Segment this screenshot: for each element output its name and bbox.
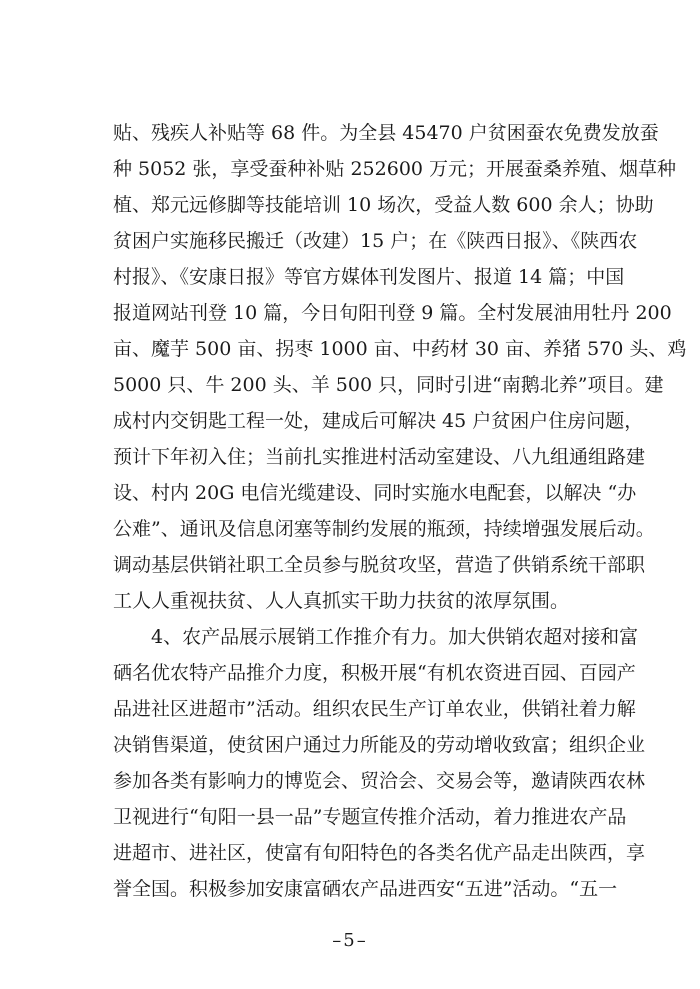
text-line: 公难”、通讯及信息闭塞等制约发展的瓶颈，持续增强发展后动。	[113, 518, 655, 540]
text-line: 誉全国。积极参加安康富硒农产品进西安“五进”活动。“五一	[113, 878, 618, 900]
text-line: 贴、残疾人补贴等 68 件。为全县 45470 户贫困蚕农免费发放蚕	[113, 122, 659, 144]
text-line: 卫视进行“旬阳一县一品”专题宣传推介活动，着力推进农产品	[113, 806, 627, 828]
text-line: 调动基层供销社职工全员参与脱贫攻坚，营造了供销系统干部职	[113, 554, 646, 576]
text-line: 5000 只、牛 200 头、羊 500 只，同时引进“南鹅北养”项目。建	[113, 374, 664, 396]
text-line: 亩、魔芋 500 亩、拐枣 1000 亩、中药材 30 亩、养猪 570 头、鸡	[113, 338, 687, 360]
text-line: 种 5052 张，享受蚕种补贴 252600 万元；开展蚕桑养殖、烟草种	[113, 158, 677, 180]
text-line: 硒名优农特产品推介力度，积极开展“有机农资进百园、百园产	[113, 662, 636, 684]
text-line: 报道网站刊登 10 篇，今日旬阳刊登 9 篇。全村发展油用牡丹 200	[113, 302, 672, 324]
text-line: 植、郑元远修脚等技能培训 10 场次，受益人数 600 余人；协助	[113, 194, 654, 216]
text-line: 决销售渠道，使贫困户通过力所能及的劳动增收致富；组织企业	[113, 734, 646, 756]
text-line: 村报》、《安康日报》等官方媒体刊发图片、报道 14 篇；中国	[113, 266, 625, 288]
text-line: 成村内交钥匙工程一处，建成后可解决 45 户贫困户住房问题，	[113, 410, 644, 432]
text-line: 参加各类有影响力的博览会、贸洽会、交易会等，邀请陕西农林	[113, 770, 646, 792]
page-number: –5–	[332, 930, 368, 951]
section-heading-line: 4、农产品展示展销工作推介有力。加大供销农超对接和富	[113, 626, 639, 648]
text-line: 预计下年初入住；当前扎实推进村活动室建设、八九组通组路建	[113, 446, 646, 468]
text-line: 进超市、进社区，使富有旬阳特色的各类名优产品走出陕西，享	[113, 842, 646, 864]
text-line: 设、村内 20G 电信光缆建设、同时实施水电配套，以解决 “办	[113, 482, 637, 504]
text-line: 工人人重视扶贫、人人真抓实干助力扶贫的浓厚氛围。	[113, 590, 570, 612]
text-line: 品进社区进超市”活动。组织农民生产订单农业，供销社着力解	[113, 698, 636, 720]
text-line: 贫困户实施移民搬迁（改建）15 户；在《陕西日报》、《陕西农	[113, 230, 638, 252]
